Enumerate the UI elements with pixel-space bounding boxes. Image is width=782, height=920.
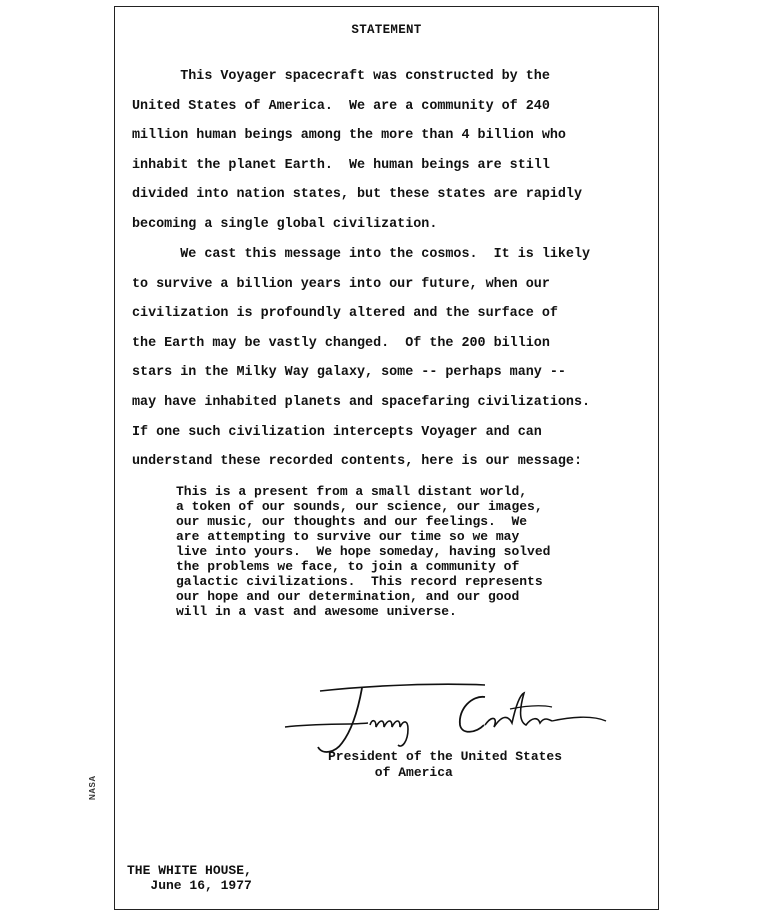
paragraph-2: We cast this message into the cosmos. It is likely to survive a billion years into our future, when our civilization is profoundly altered and the surface of the Earth may be vastly changed. Of the 200 billion stars in the Milky Way galaxy, some -- perhaps many -- may have inhabited planets and spacefaring civilizations. If one such civilization intercepts Voyager and can understand these recorded contents, here is our message: [132,247,591,470]
place-and-date: THE WHITE HOUSE, June 16, 1977 [127,863,252,893]
paragraph-1: This Voyager spacecraft was constructed by the United States of America. We are a community of 240 million human beings among the more than 4 billion who inhabit the planet Earth. We human beings are still divided into nation states, but these states are rapidly becoming a single global civilization. [132,69,582,232]
signatory-title: President of the United States of America [328,749,563,780]
message-quote: This is a present from a small distant world, a token of our sounds, our science, our images, our music, our thoughts and our feelings. We are attempting to survive our time so we may live into yours. We hope someday, having solved the problems we face, to join a community of galactic civilizations. This record represents our hope and our determination, and our good will in a vast and awesome universe. [176,484,551,619]
page-title: STATEMENT [351,23,422,37]
statement-page [114,6,659,910]
photo-credit: NASA [88,775,97,800]
